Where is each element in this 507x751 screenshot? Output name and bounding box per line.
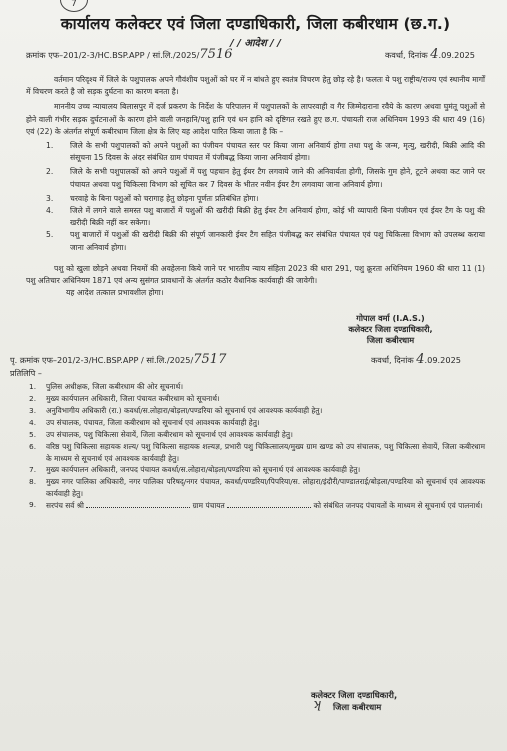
order-date-suffix: .09.2025 [438, 50, 475, 60]
signature-mark: ʞ [313, 697, 321, 712]
copy-item: 2. मुख्य कार्यपालन अधिकारी, जिला पंचायत कबीरधाम को सूचनार्थ। [29, 394, 220, 404]
endorsement-ref-number: 7517 [193, 352, 227, 368]
copy-item: 3. अनुविभागीय अधिकारी (रा.) कवर्धा/स.लोहारा/बोड़ला/पण्डरिया को सूचनार्थ एवं आवश्यक कार्यवाही हेतु। [29, 406, 323, 416]
copy-item: 5. उप संचालक, पशु चिकित्सा सेवायें, जिला कबीरधाम को सूचनार्थ एवं आवश्यक कार्यवाही हेतु। [29, 430, 293, 440]
order-label: / / आदेश / / [230, 38, 281, 49]
signatory-designation: कलेक्टर जिला दण्डाधिकारी, [348, 324, 433, 335]
copy-item: 7. मुख्य कार्यपालन अधिकारी, जनपद पंचायत कवर्धा/स.लोहारा/बोड़ला/पण्डरिया को सूचनार्थ एवं आवश्यक कार्यवाही हेतु। [29, 465, 361, 475]
signatory-district: जिला कबीरधाम [366, 335, 415, 346]
endorsement-date [371, 352, 485, 367]
copy-label: प्रतिलिपि – [10, 369, 42, 379]
copy-item: 4. उप संचालक, पंचायत, जिला कबीरधाम को सूचनार्थ एवं आवश्यक कार्यवाही हेतु। [29, 418, 260, 428]
order-item: 4. जिले में लगने वाले समस्त पशु बाजारों में पशुओं की खरीदी बिक्री हेतु ईयर टैग अनिवार्य होगा, कोई भी व्यापारी बिना पंजीयन एवं ईयर टैग के पशु की खरीदी बिक्री नहीं कर सकेगा। [46, 206, 485, 228]
blank-gram-panchayat [227, 499, 311, 508]
order-ref-prefix: क्रमांक एफ–201/2-3/HC.BSP.APP / सां.लि./2025/ [26, 50, 200, 60]
paragraph-context: वर्तमान परिदृश्य में जिले के पशुपालक अपने गौवंशीय पशुओं को घर में न बांधते हुए स्वतंत्र विचरण हेतु छोड़ रहे है। फलतः ये पशु राष्ट्रीय/राज्य एवं स्थानीय मार्गों में विचरण करते है जो सड़क दुर्घटना का कारण बनता है। [26, 75, 485, 97]
order-date-prefix: कवर्धा, दिनांक [385, 50, 428, 60]
signature-block [296, 313, 485, 346]
paragraph-effective: यह आदेश तत्काल प्रभावशील होगा। [66, 288, 164, 298]
page-number: 7 [60, 0, 88, 12]
copy-item: 6. वरिष्ठ पशु चिकित्सा सहायक शल्य/ पशु चिकित्सा सहायक शल्यज्ञ, प्रभारी पशु चिकित्सालय/मुख्य ग्राम खण्ड को उप संचालक, पशु चिकित्सा सेवायें, जिला कबीरधाम के माध्यम से सूचनार्थ एवं आवश्यक कार्यवाही हेतु। [29, 442, 485, 463]
order-items [26, 140, 485, 254]
copy-item: 8. मुख्य नगर पालिका अधिकारी, नगर पालिका परिषद्/नगर पंचायत, कवर्धा/पण्डरिया/पिपरिया/स. लोहारा/इंदौरी/पाण्डातराई/बोड़ला/पण्डरिया को सूचनार्थ एवं आवश्यक कार्यवाही हेतु। [29, 477, 485, 498]
signatory-name: गोपाल वर्मा (I.A.S.) [356, 313, 425, 324]
signatory2-district: जिला कबीरधाम [333, 702, 382, 712]
order-item: 2. जिले के सभी पशुपालकों को अपने पशुओं में पशु पहचान हेतु ईयर टैग लगवाये जाने की अनिवार्यता होगी, जिसके गुम होने, टूटने अथवा कट जाने पर पंचायत अथवा पशु चिकित्सा विभाग को सूचित कर 7 दिवस के भीतर नवीन ईयर टैग लगवाया जाना अनिवार्य होगा। [46, 167, 485, 189]
order-item: 1. जिले के सभी पशुपालकों को अपने पशुओं का पंजीयन पंचायत स्तर पर किया जाना अनिवार्य होगा तथा पशु के जन्म, मृत्यु, खरीदी, बिक्री आदि की संसूचना 15 दिवस के अंदर संबंधित ग्राम पंचायत में पंजीबद्ध किया जाना अनिवार्य होगा। [46, 141, 485, 163]
signatory2-designation: कलेक्टर जिला दण्डाधिकारी, [311, 690, 398, 700]
copy-list [26, 381, 485, 511]
endorsement-date-suffix: .09.2025 [424, 355, 461, 366]
endorsement-ref-prefix: पृ. क्रमांक एफ–201/2-3/HC.BSP.APP / सां.लि./2025/ [10, 355, 194, 366]
signature-block-2 [311, 689, 481, 713]
office-title: कार्यालय कलेक्टर एवं जिला दण्डाधिकारी, जिला कबीरधाम (छ.ग.) [60, 15, 451, 33]
endorsement-date-prefix: कवर्धा, दिनांक [371, 355, 414, 366]
endorsement-ref [10, 352, 226, 367]
copy-item: 1. पुलिस अधीक्षक, जिला कबीरधाम की ओर सूचनार्थ। [29, 382, 184, 392]
order-ref-number: 7516 [199, 47, 233, 62]
endorsement-date-hw: 4 [416, 352, 425, 368]
order-date-hw: 4 [430, 47, 439, 62]
paragraph-directive: माननीय उच्च न्यायालय बिलासपुर में दर्ज प्रकरण के निर्देश के परिपालन में पशुपालकों के लापरवाही व गैर जिम्मेदाराना रवैये के कारण अथवा घुमंतू पशुओं से होने वाली गंभीर सड़क दुर्घटनाओं के कारण होने वाली जनहानि/पशु हानि एवं धन हानि को दृष्टिगत रखते हुए छ.ग. पंचायती राज अधिनियम 1993 की धारा 49 (16) एवं (22) के अंतर्गत संपूर्ण कबीरधाम जिला क्षेत्र के लिए यह आदेश पारित किया जाता है कि – [26, 102, 485, 136]
paragraph-penalty: पशु को खुला छोड़ने अथवा नियमों की अवहेलना किये जाने पर भारतीय न्याय संहिता 2023 की धारा 291, पशु क्रूरता अधिनियम 1960 की धारा 11 (1) पशु अतिचार अधिनियम 1871 एवं अन्य सुसंगत प्रावधानों के अंतर्गत कठोर वैधानिक कार्यवाही की जावेगी। [26, 263, 485, 286]
order-date [385, 47, 485, 62]
order-item: 3. चरवाहे के बिना पशुओं को चरागाह हेतु छोड़ना पूर्णतः प्रतिबंधित होगा। [46, 193, 259, 203]
endorsement-ref-line [10, 352, 485, 367]
order-item: 5. पशु बाजारों में पशुओं की खरीदी बिक्री की संपूर्ण जानकारी ईयर टैग सहित पंजीबद्ध कर संबंधित पंचायत एवं पशु चिकित्सा विभाग को उपलब्ध कराया जाना अनिवार्य होगा। [46, 230, 485, 252]
blank-sarpanch-name [86, 499, 190, 508]
order-ref [26, 47, 232, 62]
order-ref-line [26, 47, 485, 62]
copy-item: 9. सरपंच सर्व श्री ग्राम पंचायत को संबंधित जनपद पंचायतों के माध्यम से सूचनार्थ एवं पालनार्थ। [29, 500, 483, 511]
